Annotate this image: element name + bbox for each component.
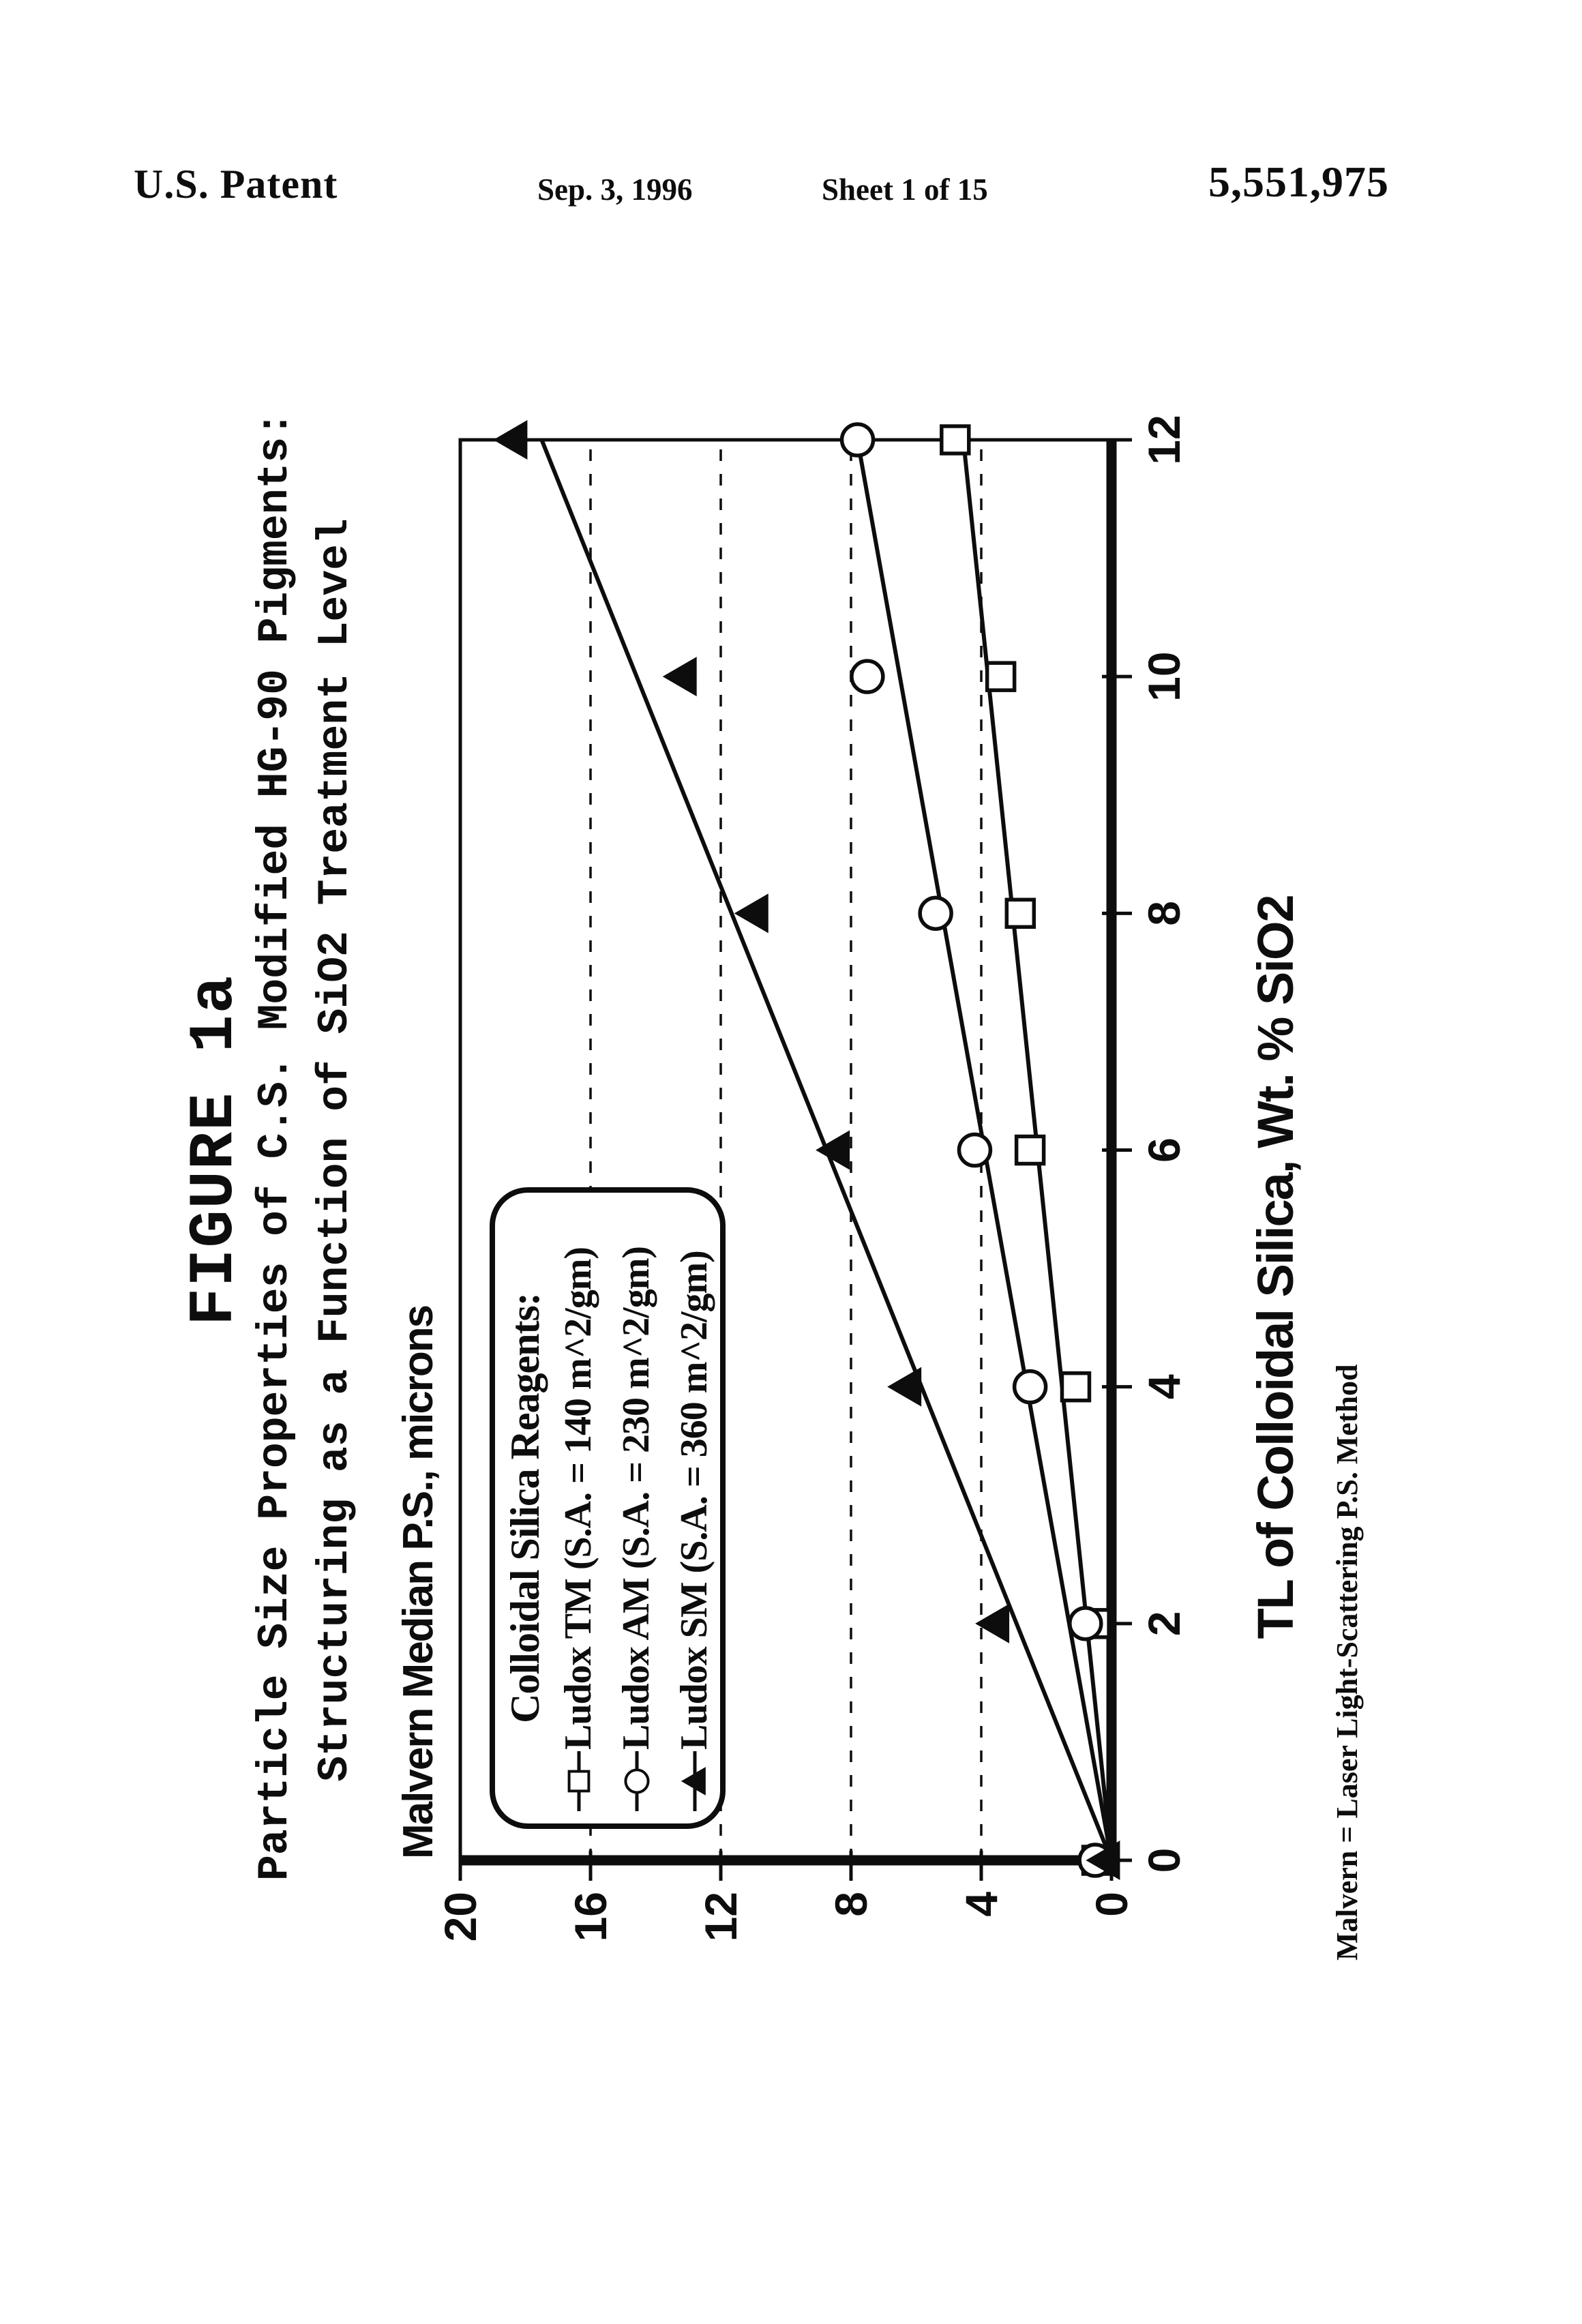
svg-text:12: 12 [1139,415,1189,465]
svg-text:4: 4 [1139,1374,1189,1400]
svg-text:4: 4 [956,1892,1006,1917]
figure-title-line-2: Structuring as a Function of SiO2 Treatment Level [311,518,359,1782]
circle-marker-icon [620,1750,653,1813]
header-patent-number: 5,551,975 [1208,158,1389,206]
legend-item-label: Ludox TM (S.A. = 140 m^2/gm) [556,1247,599,1750]
header-us-patent: U.S. Patent [134,162,338,207]
svg-text:16: 16 [565,1892,616,1942]
svg-text:12: 12 [696,1892,746,1942]
legend-item-label: Ludox AM (S.A. = 230 m^2/gm) [614,1246,657,1750]
y-axis-title: Malvern Median P.S., microns [395,1305,442,1859]
triangle-marker-icon [678,1750,711,1813]
chart-legend [490,1187,726,1829]
svg-text:8: 8 [826,1892,876,1917]
svg-text:0: 0 [1086,1892,1137,1917]
legend-item-ludox-tm [549,1193,607,1823]
figure-title-line-1: Particle Size Properties of C.S. Modified HG-90 Pigments: [251,411,299,1881]
header-sheet-number: Sheet 1 of 15 [822,173,988,207]
svg-text:10: 10 [1139,651,1189,702]
svg-text:2: 2 [1139,1611,1189,1637]
svg-text:20: 20 [435,1892,486,1942]
figure-footnote: Malvern = Laser Light-Scattering P.S. Method [1330,1364,1364,1961]
svg-text:8: 8 [1139,900,1189,926]
header-date: Sep. 3, 1996 [537,173,693,207]
svg-text:6: 6 [1139,1137,1189,1163]
x-axis-title: TL of Colloidal Silica, Wt. % SiO2 [1247,895,1304,1639]
figure-label: FIGURE 1a [179,974,250,1326]
legend-item-ludox-am [607,1193,665,1823]
legend-item-ludox-sm [665,1193,723,1823]
legend-item-label: Ludox SM (S.A. = 360 m^2/gm) [672,1251,715,1750]
figure-1a-rotated-container [177,368,1459,2100]
legend-title: Colloidal Silica Reagents: [503,1293,548,1723]
square-marker-icon [562,1750,595,1813]
svg-text:0: 0 [1139,1847,1189,1873]
